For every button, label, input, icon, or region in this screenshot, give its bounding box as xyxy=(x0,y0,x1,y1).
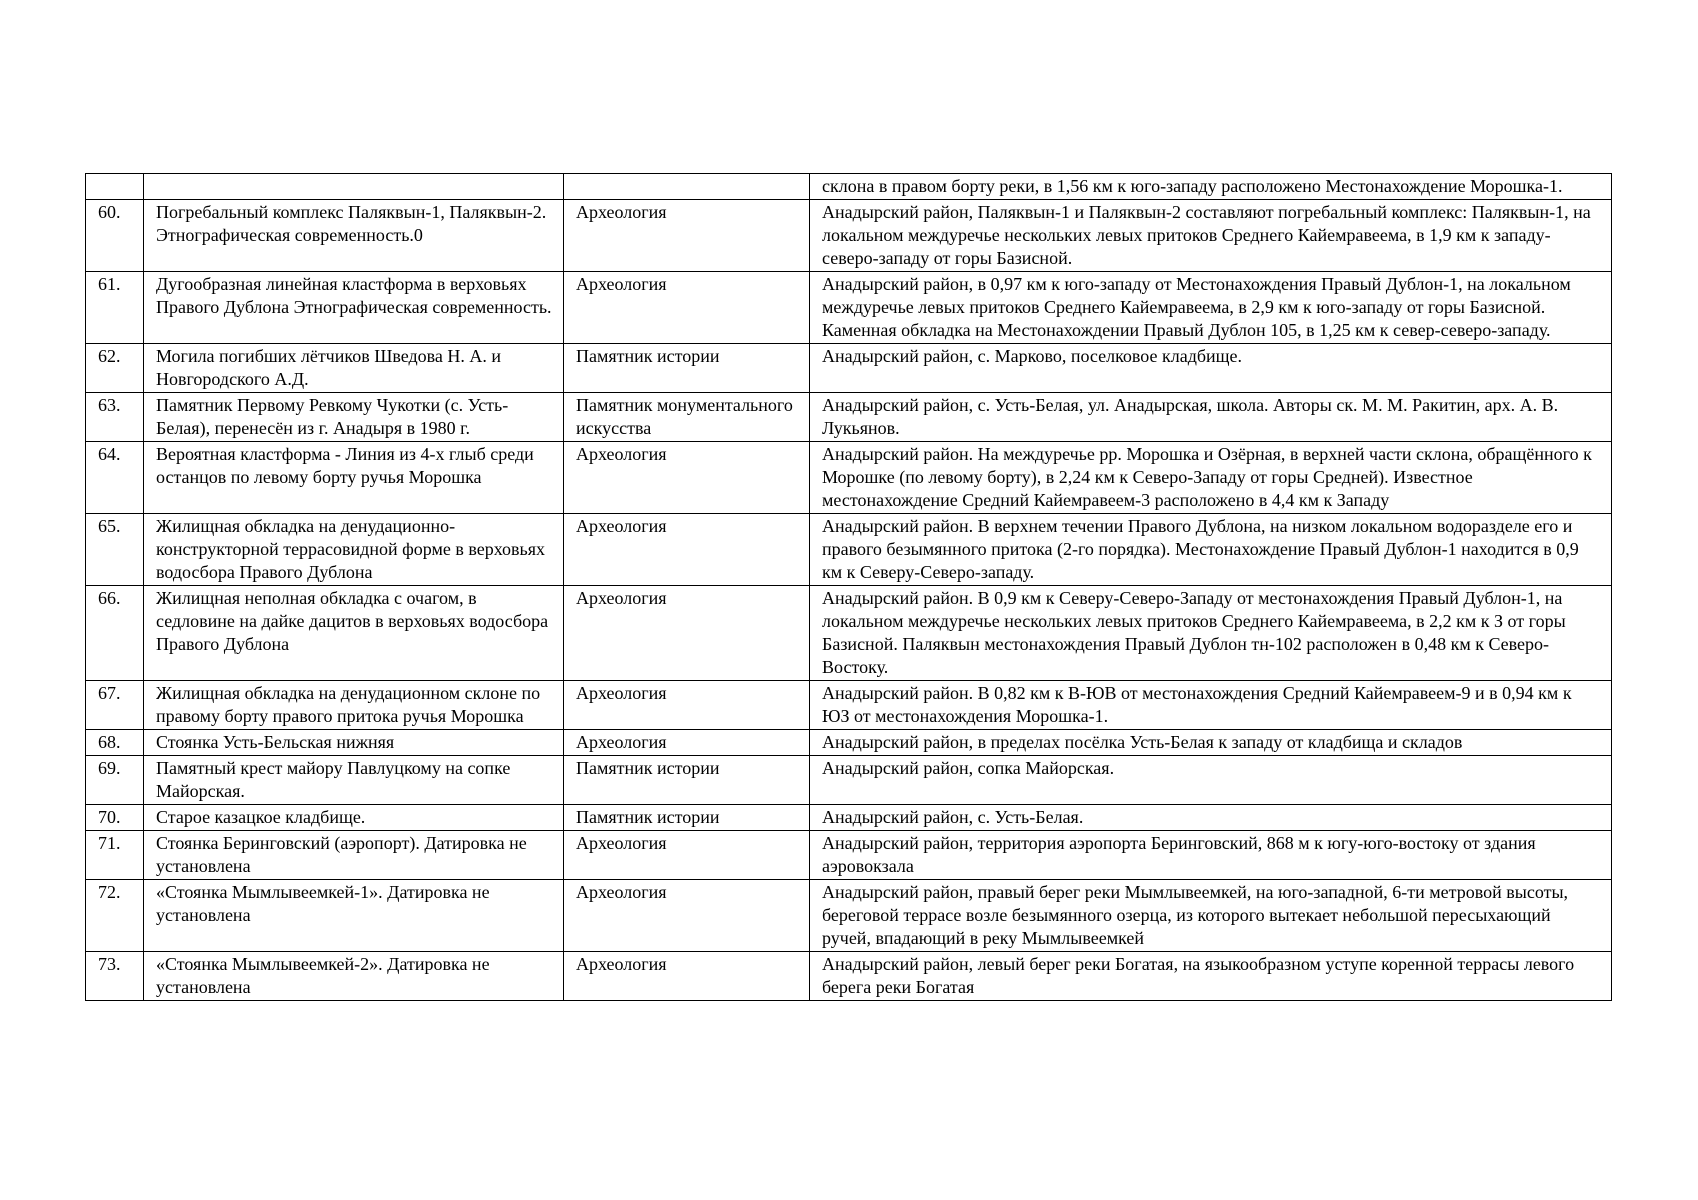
object-category: Археология xyxy=(564,730,810,756)
row-number: 70. xyxy=(86,805,144,831)
row-number: 72. xyxy=(86,880,144,952)
object-category: Археология xyxy=(564,880,810,952)
object-name: Дугообразная линейная кластформа в верховьях Правого Дублона Этнографическая современность. xyxy=(144,272,564,344)
object-category: Археология xyxy=(564,952,810,1001)
row-number: 69. xyxy=(86,756,144,805)
object-category: Археология xyxy=(564,200,810,272)
row-number: 67. xyxy=(86,681,144,730)
row-number: 61. xyxy=(86,272,144,344)
object-name: Жилищная обкладка на денудационном склоне по правому борту правого притока ручья Морошка xyxy=(144,681,564,730)
object-name: Погребальный комплекс Паляквын-1, Паляквын-2. Этнографическая современность.0 xyxy=(144,200,564,272)
object-name: «Стоянка Мымлывеемкей-2». Датировка не установлена xyxy=(144,952,564,1001)
object-name: Жилищная неполная обкладка с очагом, в седловине на дайке дацитов в верховьях водосбора Правого Дублона xyxy=(144,586,564,681)
object-category: Археология xyxy=(564,831,810,880)
table-row xyxy=(86,344,1612,393)
object-location: Анадырский район, с. Усть-Белая. xyxy=(810,805,1612,831)
table-row xyxy=(86,174,1612,200)
table-row xyxy=(86,514,1612,586)
table-row xyxy=(86,200,1612,272)
table-row xyxy=(86,730,1612,756)
row-number: 64. xyxy=(86,442,144,514)
row-number: 62. xyxy=(86,344,144,393)
object-location: Анадырский район, Паляквын-1 и Паляквын-2 составляют погребальный комплекс: Паляквын-1, на локальном междуречье нескольких левых притоков Среднего Кайемравеема, в 1,9 км к западу-северо-западу от горы Базисной. xyxy=(810,200,1612,272)
row-number: 71. xyxy=(86,831,144,880)
table-row xyxy=(86,805,1612,831)
object-location: Анадырский район, в пределах посёлка Усть-Белая к западу от кладбища и складов xyxy=(810,730,1612,756)
object-location: Анадырский район, сопка Майорская. xyxy=(810,756,1612,805)
row-number: 65. xyxy=(86,514,144,586)
object-location: Анадырский район. В 0,9 км к Северу-Северо-Западу от местонахождения Правый Дублон-1, на локальном междуречье нескольких левых притоков Среднего Кайемравеема, в 2,2 км к З от горы Базисной. Паляквын местонахождения Правый Дублон тн-102 расположен в 0,48 км к Северо-Востоку. xyxy=(810,586,1612,681)
table-row xyxy=(86,880,1612,952)
object-category: Археология xyxy=(564,272,810,344)
row-number: 63. xyxy=(86,393,144,442)
row-number: 68. xyxy=(86,730,144,756)
object-category: Археология xyxy=(564,681,810,730)
object-name: Памятный крест майору Павлуцкому на сопке Майорская. xyxy=(144,756,564,805)
object-name: Могила погибших лётчиков Шведова Н. А. и Новгородского А.Д. xyxy=(144,344,564,393)
object-category: Археология xyxy=(564,442,810,514)
object-location: Анадырский район, в 0,97 км к юго-западу от Местонахождения Правый Дублон-1, на локальном междуречье левых притоков Среднего Кайемравеема, в 2,9 км к юго-западу от горы Базисной. Каменная обкладка на Местонахождении Правый Дублон 105, в 1,25 км к север-северо-западу. xyxy=(810,272,1612,344)
object-location: Анадырский район, с. Усть-Белая, ул. Анадырская, школа. Авторы ск. М. М. Ракитин, арх. А. В. Лукьянов. xyxy=(810,393,1612,442)
object-name: Стоянка Усть-Бельская нижняя xyxy=(144,730,564,756)
object-category: Памятник истории xyxy=(564,344,810,393)
row-number: 73. xyxy=(86,952,144,1001)
object-name: Вероятная кластформа - Линия из 4-х глыб среди останцов по левому борту ручья Морошка xyxy=(144,442,564,514)
object-name xyxy=(144,174,564,200)
object-location: Анадырский район, левый берег реки Богатая, на языкообразном уступе коренной террасы левого берега реки Богатая xyxy=(810,952,1612,1001)
table-row xyxy=(86,681,1612,730)
row-number: 60. xyxy=(86,200,144,272)
table-row xyxy=(86,952,1612,1001)
object-location: Анадырский район. В верхнем течении Правого Дублона, на низком локальном водоразделе его и правого безымянного притока (2-го порядка). Местонахождение Правый Дублон-1 находится в 0,9 км к Северу-Северо-западу. xyxy=(810,514,1612,586)
object-category: Археология xyxy=(564,514,810,586)
object-location: Анадырский район, территория аэропорта Беринговский, 868 м к югу-юго-востоку от здания аэровокзала xyxy=(810,831,1612,880)
heritage-registry-table xyxy=(85,173,1612,1001)
object-category: Памятник истории xyxy=(564,756,810,805)
object-location: Анадырский район. На междуречье рр. Морошка и Озёрная, в верхней части склона, обращённого к Морошке (по левому борту), в 2,24 км к Северо-Западу от горы Средней). Известное местонахождение Средний Кайемравеем-3 расположено в 4,4 км к Западу xyxy=(810,442,1612,514)
object-category: Археология xyxy=(564,586,810,681)
object-name: Стоянка Беринговский (аэропорт). Датировка не установлена xyxy=(144,831,564,880)
object-name: Памятник Первому Ревкому Чукотки (с. Усть-Белая), перенесён из г. Анадыря в 1980 г. xyxy=(144,393,564,442)
table-row xyxy=(86,442,1612,514)
table-row xyxy=(86,393,1612,442)
object-name: Жилищная обкладка на денудационно-конструкторной террасовидной форме в верховьях водосбора Правого Дублона xyxy=(144,514,564,586)
object-location: склона в правом борту реки, в 1,56 км к юго-западу расположено Местонахождение Морошка-1. xyxy=(810,174,1612,200)
table-row xyxy=(86,756,1612,805)
object-location: Анадырский район. В 0,82 км к В-ЮВ от местонахождения Средний Кайемравеем-9 и в 0,94 км к ЮЗ от местонахождения Морошка-1. xyxy=(810,681,1612,730)
object-category: Памятник монументального искусства xyxy=(564,393,810,442)
table-row xyxy=(86,272,1612,344)
object-name: «Стоянка Мымлывеемкей-1». Датировка не установлена xyxy=(144,880,564,952)
object-location: Анадырский район, с. Марково, поселковое кладбище. xyxy=(810,344,1612,393)
table-row xyxy=(86,586,1612,681)
row-number: 66. xyxy=(86,586,144,681)
object-location: Анадырский район, правый берег реки Мымлывеемкей, на юго-западной, 6-ти метровой высоты, береговой террасе возле безымянного озерца, из которого вытекает небольшой пересыхающий ручей, впадающий в реку Мымлывеемкей xyxy=(810,880,1612,952)
row-number xyxy=(86,174,144,200)
object-category xyxy=(564,174,810,200)
object-category: Памятник истории xyxy=(564,805,810,831)
table-row xyxy=(86,831,1612,880)
object-name: Старое казацкое кладбище. xyxy=(144,805,564,831)
